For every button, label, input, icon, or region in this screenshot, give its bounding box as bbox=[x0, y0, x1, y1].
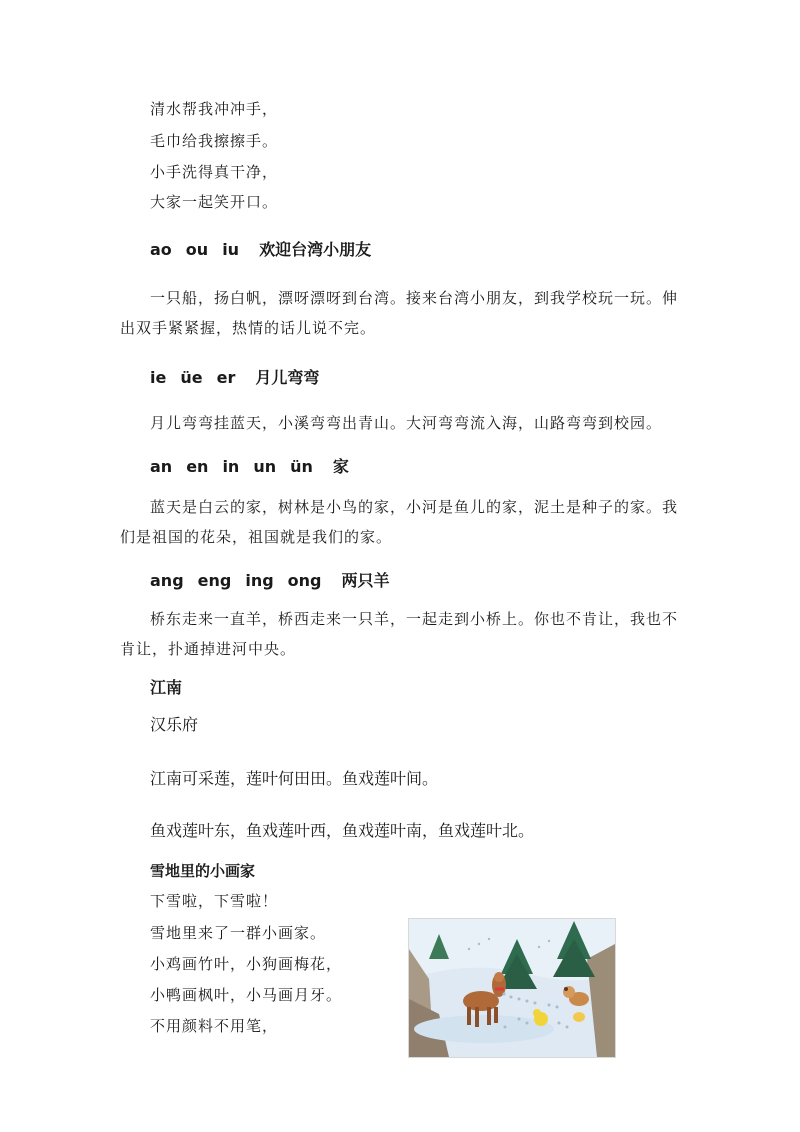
section-title: 月儿弯弯 bbox=[255, 368, 320, 387]
poem-title: 雪地里的小画家 bbox=[150, 862, 256, 880]
section-paragraph bbox=[120, 408, 680, 438]
section-paragraph bbox=[120, 492, 680, 552]
pinyin: iu bbox=[222, 240, 240, 259]
poem-line: 下雪啦，下雪啦！ bbox=[150, 892, 279, 910]
pinyin: ün bbox=[290, 457, 313, 476]
pinyin: ong bbox=[287, 571, 322, 590]
pinyin: üe bbox=[180, 368, 203, 387]
poem-line: 大家一起笑开口。 bbox=[150, 193, 279, 211]
poem-line: 小鸭画枫叶，小马画月牙。 bbox=[150, 986, 343, 1004]
pinyin: in bbox=[222, 457, 240, 476]
duck-figure bbox=[573, 1012, 585, 1022]
poem-line: 鱼戏莲叶东，鱼戏莲叶西，鱼戏莲叶南，鱼戏莲叶北。 bbox=[150, 821, 535, 840]
pinyin: ao bbox=[150, 240, 172, 259]
paragraph-text: 月儿弯弯挂蓝天，小溪弯弯出青山。大河弯弯流入海，山路弯弯到校园。 bbox=[150, 414, 663, 432]
poem-line: 小鸡画竹叶，小狗画梅花， bbox=[150, 955, 343, 973]
pinyin: ou bbox=[185, 240, 209, 259]
section-heading-ao bbox=[150, 237, 371, 260]
snow-scene-svg bbox=[409, 919, 615, 1057]
pinyin: ie bbox=[150, 368, 167, 387]
section-paragraph bbox=[120, 604, 680, 664]
poem-line: 清水帮我冲冲手， bbox=[150, 100, 279, 118]
poem-line: 江南可采莲，莲叶何田田。鱼戏莲叶间。 bbox=[150, 769, 439, 788]
section-heading-ie bbox=[150, 365, 319, 388]
section-paragraph bbox=[120, 283, 680, 343]
poem-line: 毛巾给我擦擦手。 bbox=[150, 132, 279, 150]
pinyin: an bbox=[150, 457, 173, 476]
poem-author: 汉乐府 bbox=[150, 715, 199, 734]
pinyin: en bbox=[186, 457, 209, 476]
poem-line: 不用颜料不用笔， bbox=[150, 1017, 279, 1035]
poem-line: 小手洗得真干净， bbox=[150, 163, 279, 181]
paragraph-text: 桥东走来一直羊，桥西走来一只羊，一起走到小桥上。你也不肯让，我也不肯让，扑通掉进河中央。 bbox=[120, 610, 679, 658]
pinyin: ang bbox=[150, 571, 184, 590]
section-heading-ang bbox=[150, 568, 390, 591]
paragraph-text: 一只船，扬白帆，漂呀漂呀到台湾。接来台湾小朋友，到我学校玩一玩。伸出双手紧紧握，热情的话儿说不完。 bbox=[120, 289, 679, 337]
pinyin: ing bbox=[245, 571, 274, 590]
poem-title: 江南 bbox=[150, 678, 183, 697]
snow-scene-illustration bbox=[408, 918, 616, 1058]
poem-line: 雪地里来了一群小画家。 bbox=[150, 924, 327, 942]
section-title: 家 bbox=[332, 457, 349, 476]
pinyin: er bbox=[216, 368, 236, 387]
pinyin: eng bbox=[197, 571, 232, 590]
pinyin: un bbox=[253, 457, 277, 476]
section-title: 欢迎台湾小朋友 bbox=[259, 240, 372, 259]
section-title: 两只羊 bbox=[341, 571, 390, 590]
paragraph-text: 蓝天是白云的家，树林是小鸟的家，小河是鱼儿的家，泥土是种子的家。我们是祖国的花朵，祖国就是我们的家。 bbox=[120, 498, 679, 546]
snow-shadow bbox=[414, 1015, 554, 1043]
section-heading-an bbox=[150, 454, 349, 477]
